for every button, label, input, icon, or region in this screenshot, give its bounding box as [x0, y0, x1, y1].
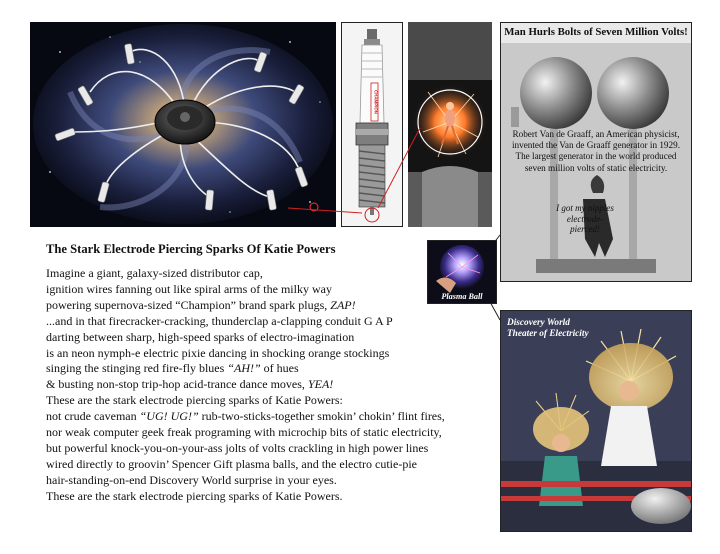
poem-line — [46, 266, 445, 282]
poem-line — [46, 314, 445, 330]
poem-text: is an neon nymph-e electric pixie dancing in shocking orange stockings — [46, 345, 390, 360]
hair-standing-photo-icon — [501, 311, 691, 531]
poem-emphasis: “AH!” — [227, 361, 261, 376]
poem-text: not crude caveman — [46, 409, 140, 424]
discovery-label-line2: Theater of Electricity — [507, 329, 589, 339]
poem-emphasis: YEA! — [307, 377, 334, 392]
vdg-description: Robert Van de Graaff, an American physicist, invented the Van de Graaff generator in 1929. The largest generator in the world produced seven million volts of static electricity. — [511, 129, 681, 173]
poem-line — [46, 298, 445, 314]
poem-line — [46, 330, 445, 346]
poem-text: singing the stinging red fire-fly blues — [46, 361, 228, 376]
poem-text: hair-standing-on-end Discovery World surprise in your eyes. — [46, 472, 337, 487]
discovery-world-label — [507, 318, 589, 340]
poem-line — [46, 409, 445, 425]
poem-emphasis: “UG! UG!” — [139, 409, 199, 424]
poem-line — [46, 361, 445, 377]
poem-text: These are the stark electrode piercing sparks of Katie Powers: — [46, 393, 343, 408]
poem-line — [46, 282, 445, 298]
poem-text: ...and in that firecracker-cracking, thunderclap a-clapping conduit G A P — [46, 313, 393, 328]
poem-line — [46, 473, 445, 489]
poem-line — [46, 457, 445, 473]
poem-text: wired directly to groovin’ Spencer Gift plasma balls, and the electro cutie-pie — [46, 456, 417, 471]
champion-brand-mark: CHAMPION — [373, 90, 379, 114]
poem-text: darting between sharp, high-speed sparks of electro-imagination — [46, 329, 355, 344]
poem-text: ignition wires fanning out like spiral arms of the milky way — [46, 281, 332, 296]
poem-line — [46, 425, 445, 441]
discovery-world-image — [500, 310, 692, 532]
poem-line — [46, 346, 445, 362]
van-de-graaff-panel — [500, 22, 692, 282]
poem-line — [46, 393, 445, 409]
vdg-quote: I got my nipples electrode-pierced! — [556, 203, 614, 234]
poem-text: nor weak computer geek freak programing with microchip bits of static electricity, — [46, 425, 442, 440]
poem-line — [46, 489, 445, 505]
plasma-ball-label: Plasma Ball — [441, 292, 483, 301]
poem-line — [46, 377, 445, 393]
article-title: The Stark Electrode Piercing Sparks Of Katie Powers — [46, 242, 336, 256]
poem-text: of hues — [260, 361, 299, 376]
poem-line — [46, 441, 445, 457]
vdg-headline: Man Hurls Bolts of Seven Million Volts! — [504, 26, 688, 38]
poem-text: Imagine a giant, galaxy-sized distributor cap, — [46, 266, 263, 280]
poem-text: These are the stark electrode piercing sparks of Katie Powers. — [46, 488, 343, 503]
poem-emphasis: ZAP! — [330, 297, 356, 312]
poem-text: & busting non-stop trip-hop acid-trance dance moves, — [46, 377, 308, 392]
poem-text: powering supernova-sized “Champion” brand spark plugs, — [46, 297, 331, 312]
discovery-label-line1: Discovery World — [507, 318, 570, 328]
poem-text: rub-two-sticks-together smokin’ chokin’ flint fires, — [198, 409, 445, 424]
article-body — [46, 266, 445, 505]
poem-text: but powerful knock-you-on-your-ass jolts of volts crackling in high power lines — [46, 440, 429, 455]
